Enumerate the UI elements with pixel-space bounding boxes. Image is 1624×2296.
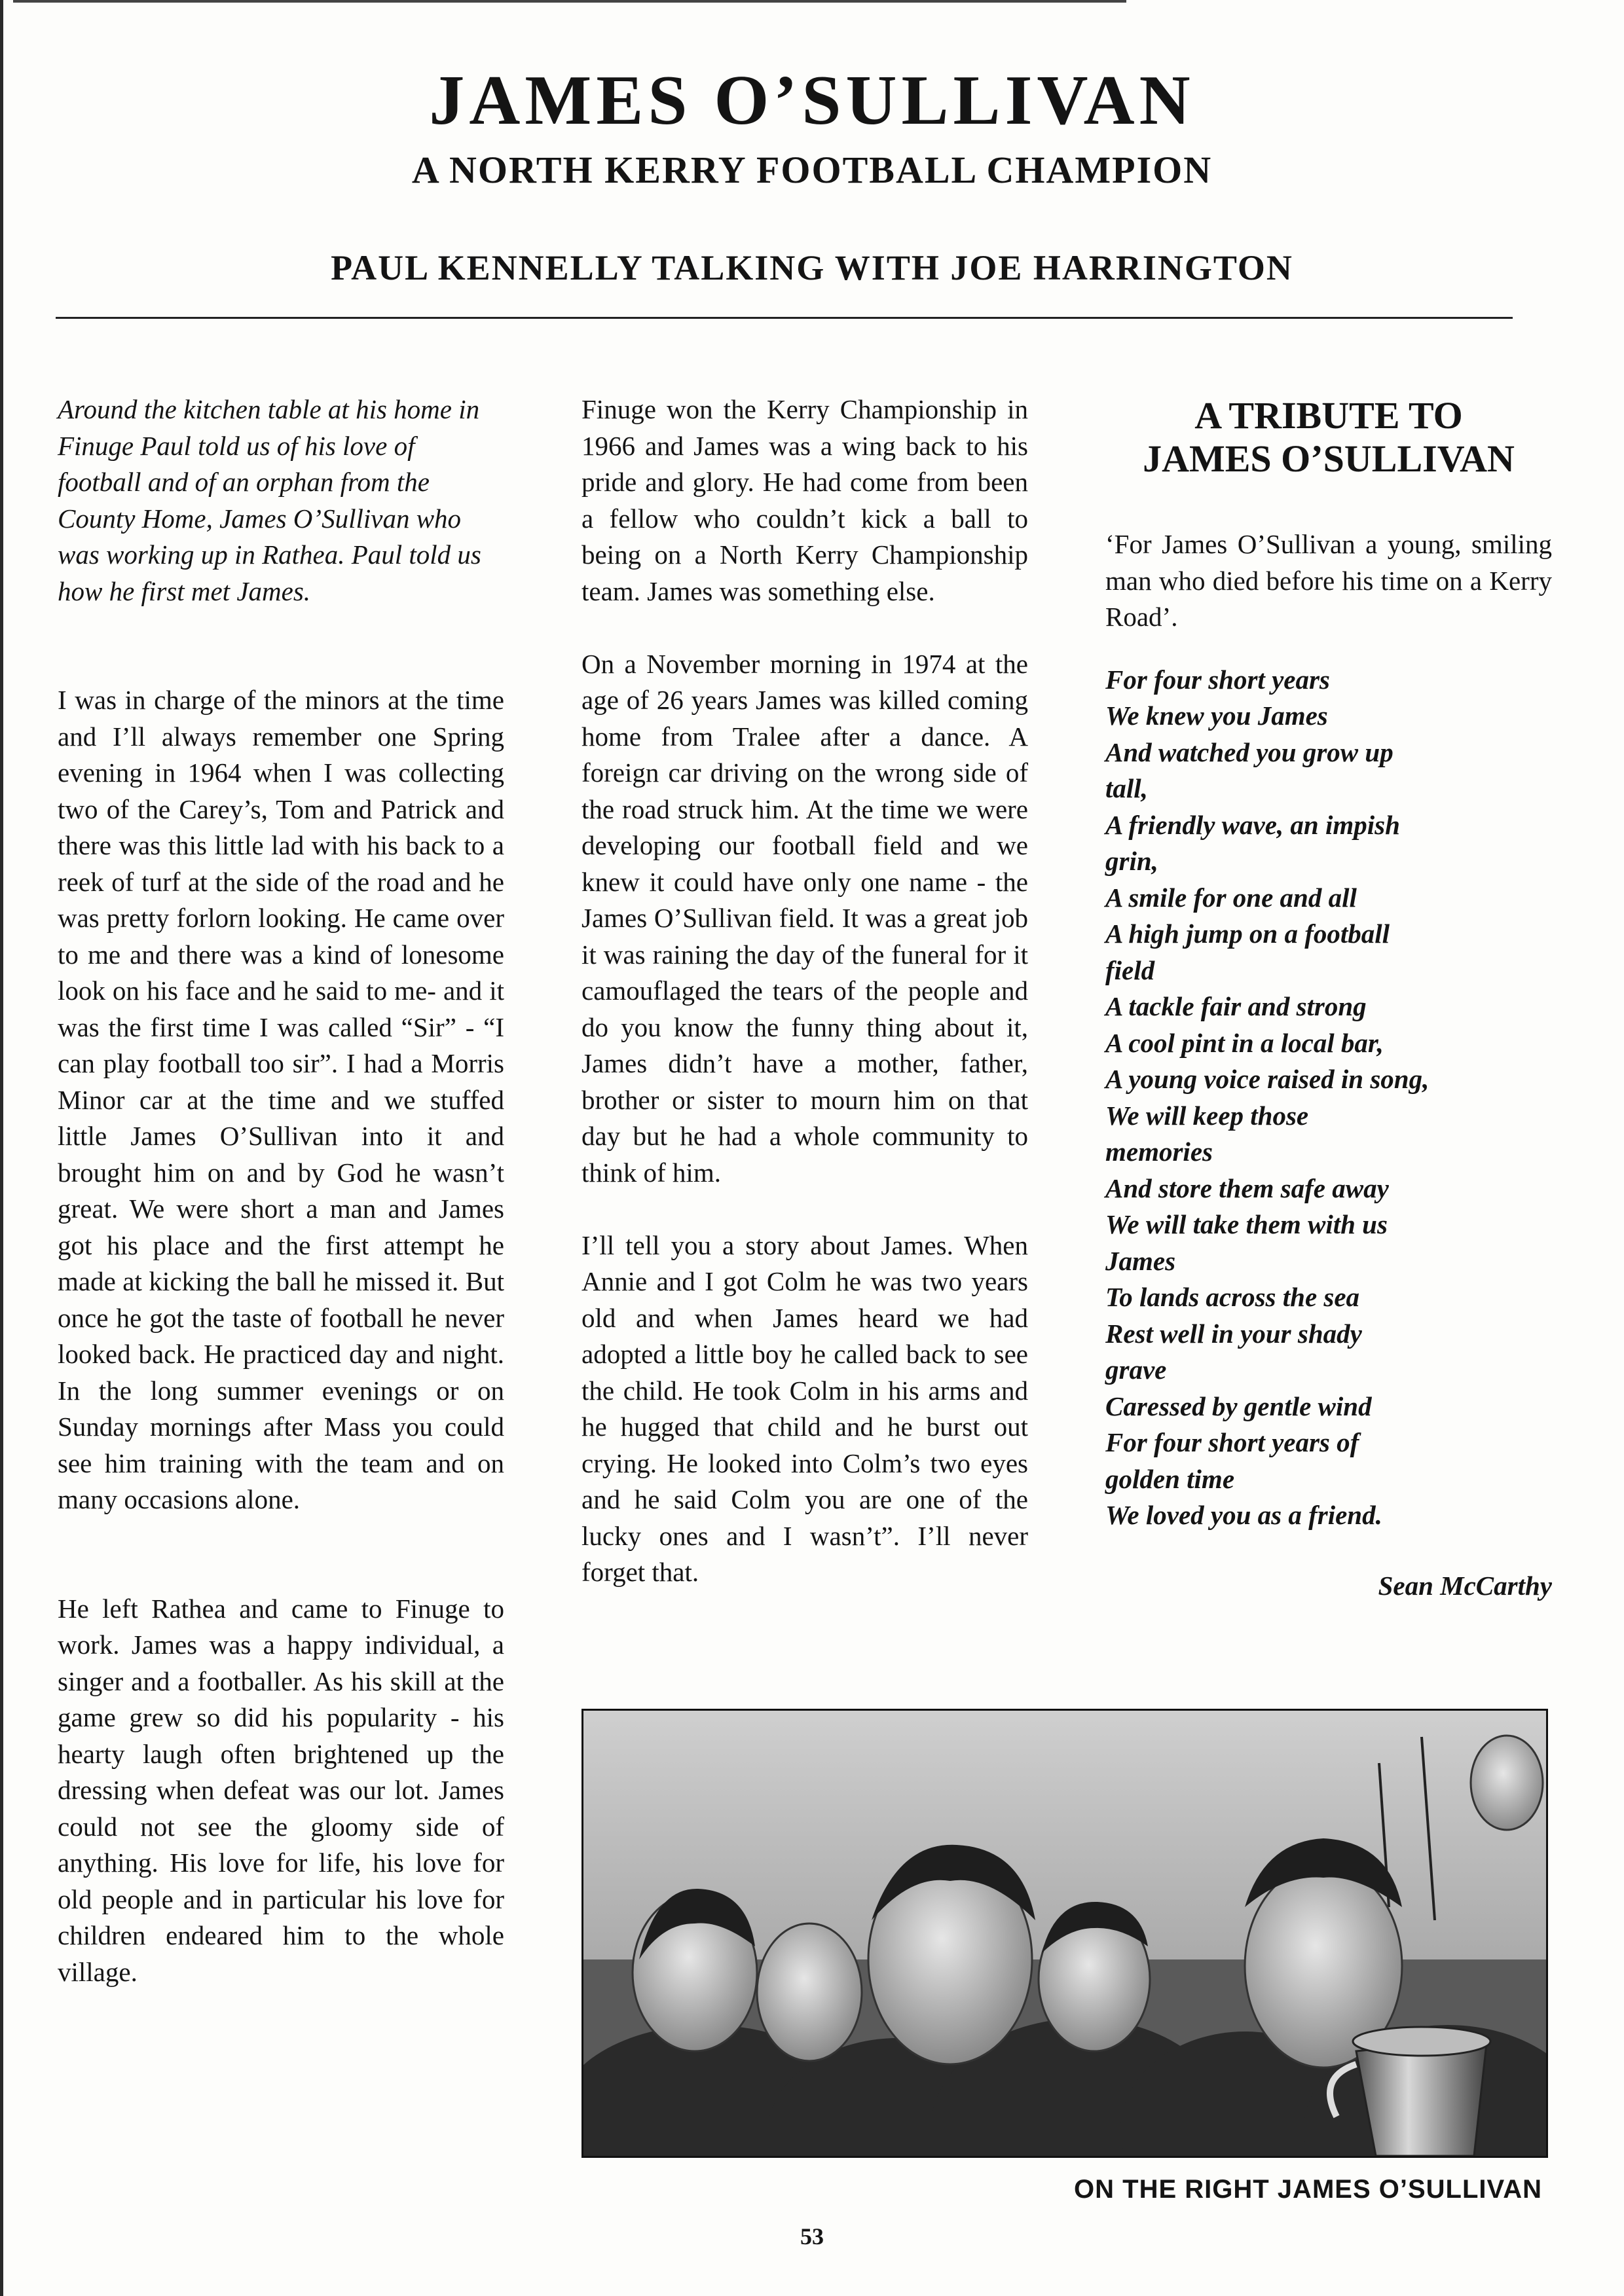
poem-line: A smile for one and all (1105, 882, 1357, 913)
poem-line: And store them safe away (1105, 1173, 1389, 1203)
poem-line: memories (1105, 1137, 1213, 1167)
body-paragraph: I was in charge of the minors at the time and I’ll always remember one Spring evening in 1964 when I was collecting two of the Carey’s, Tom and Patrick and there was this little lad with his back to a reek of turf at the side of the road and he was pretty forlorn looking. He came over to me and there was a kind of lonesome look on his face and he said to me- and it was the first time I was called “Sir” - “I can play football too sir”. I had a Morris Minor car at the time and we stuffed little James O’Sullivan into it and brought him on and by God he wasn’t great. We were short a man and James got his place and the first attempt he made at kicking the ball he missed it. But once he got the taste of football he never looked back. He practiced day and night. In the long summer evenings or on Sunday mornings after Mass you could see him training with the team and on many occasions alone. (58, 685, 504, 1514)
poem-line: grave (1105, 1355, 1167, 1385)
article-subtitle: A NORTH KERRY FOOTBALL CHAMPION (411, 149, 1213, 191)
poem-line: A friendly wave, an impish (1105, 809, 1400, 840)
poem-line: tall, (1105, 773, 1148, 803)
poem-line: James (1105, 1245, 1176, 1276)
poem-line: For four short years (1105, 664, 1330, 695)
poem-line: We loved you as a friend. (1105, 1500, 1382, 1530)
team-photo-image (583, 1711, 1546, 2156)
poem-line: We will keep those (1105, 1100, 1309, 1131)
body-paragraph: Finuge won the Kerry Championship in 1966 and James was a wing back to his pride and glory. He had come from been a fellow who couldn’t kick a ball to being on a North Kerry Championship team. James was something else. (581, 394, 1028, 606)
poem-line: A young voice raised in song, (1105, 1064, 1430, 1094)
article-byline: PAUL KENNELLY TALKING WITH JOE HARRINGTON (331, 248, 1293, 287)
column-1 (58, 392, 504, 1990)
header-rule (56, 317, 1513, 319)
poem-line: golden time (1105, 1463, 1235, 1494)
poem-line: A tackle fair and strong (1105, 991, 1367, 1021)
poem-line: Caressed by gentle wind (1105, 1391, 1372, 1421)
poem-author: Sean McCarthy (1378, 1570, 1552, 1601)
column-2 (581, 392, 1028, 1591)
poem-line: field (1105, 955, 1155, 985)
intro-paragraph: Around the kitchen table at his home in Finuge Paul told us of his love of football and of an orphan from the County Home, James O’Sullivan who was working up in Rathea. Paul told us how he first met James. (58, 394, 481, 606)
body-paragraph: I’ll tell you a story about James. When Annie and I got Colm he was two years old and when James heard we had adopted a little boy he called back to see the child. He took Colm in his arms and he hugged that child and he burst out crying. He looked into Colm’s two eyes and he said Colm you are one of the lucky ones and I wasn’t”. I’ll never forget that. (581, 1230, 1028, 1587)
poem-line: A cool pint in a local bar, (1105, 1027, 1384, 1058)
page-edge-top (13, 0, 1126, 3)
tribute-title-line: A TRIBUTE TO (1194, 394, 1463, 437)
page-number: 53 (800, 2223, 824, 2250)
tribute-column (1105, 392, 1552, 1604)
tribute-title (1105, 394, 1552, 481)
tribute-dedication: ‘For James O’Sullivan a young, smiling man who died before his time on a Kerry Road’. (1105, 529, 1552, 632)
body-paragraph: He left Rathea and came to Finuge to work. James was a happy individual, a singer and a footballer. As his skill at the game grew so did his popularity - his hearty laugh often brightened up the dressing when defeat was our lot. James could not see the gloomy side of anything. His love for life, his love for old people and in particular his love for children endeared him to the whole village. (58, 1593, 504, 1987)
body-paragraph: On a November morning in 1974 at the age of 26 years James was killed coming home from Tralee after a dance. A foreign car driving on the wrong side of the road struck him. At the time we were developing our football field and we knew it could have only one name - the James O’Sullivan field. It was a great job it was raining the day of the funeral for it camouflaged the tears of the people and do you know the funny thing about it, James didn’t have a mother, father, brother or sister to mourn him on that day but he had a whole community to think of him. (581, 648, 1028, 1188)
article-title: JAMES O’SULLIVAN (429, 62, 1195, 139)
poem-line: To lands across the sea (1105, 1282, 1360, 1312)
poem-line: Rest well in your shady (1105, 1318, 1362, 1349)
tribute-title-line: JAMES O’SULLIVAN (1143, 437, 1515, 480)
poem-line: A high jump on a football (1105, 919, 1390, 949)
poem-line: grin, (1105, 846, 1158, 876)
poem-line: And watched you grow up (1105, 737, 1393, 767)
poem-line: We will take them with us (1105, 1209, 1388, 1239)
team-photo (581, 1709, 1548, 2158)
poem-line: For four short years of (1105, 1427, 1359, 1457)
poem-line: We knew you James (1105, 701, 1328, 731)
photo-caption: ON THE RIGHT JAMES O’SULLIVAN (1074, 2175, 1542, 2204)
tribute-poem (1105, 662, 1552, 1534)
page-edge-left (0, 0, 3, 2296)
